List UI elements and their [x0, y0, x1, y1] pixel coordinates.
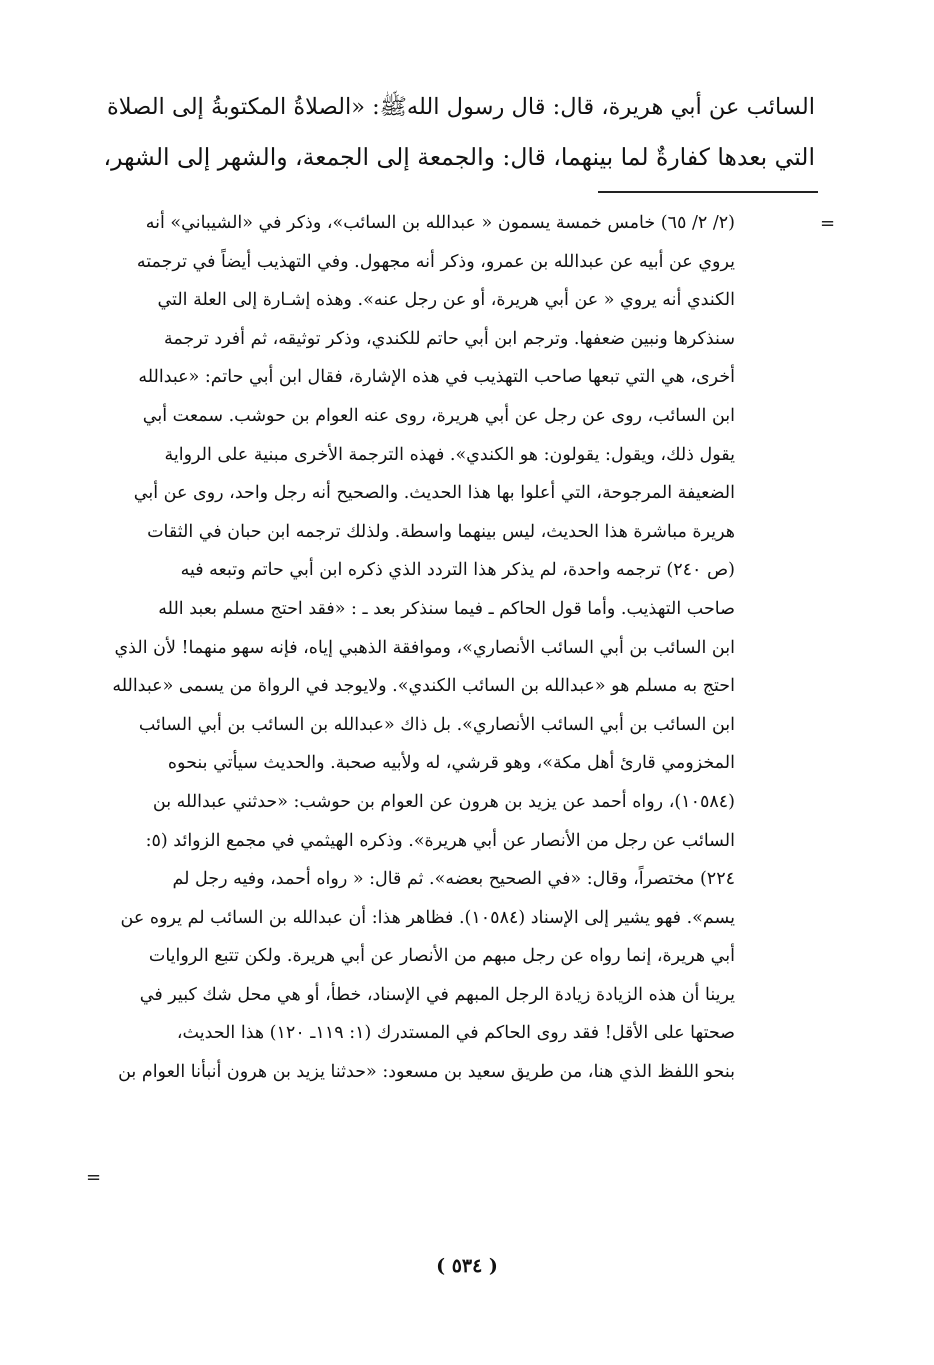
footnote-line: صاحب التهذيب. وأما قول الحاكم ـ فيما سنذكر بعد ـ : «فقد احتج مسلم بعبد الله [158, 598, 735, 619]
footnote-line: يقول ذلك، ويقول: يقولون: هو الكندي». فهذه الترجمة الأخرى مبنية على الرواية [164, 444, 735, 465]
footnote-line: المخزومي قارئ أهل مكة»، وهو قرشي، له ولأبيه صحبة. والحديث سيأتي بنحوه [167, 753, 735, 774]
footnote-line: يروي عن أبيه عن عبدالله بن عمرو، وذكر أنه مجهول. وفي التهذيب أيضاً في ترجمته [136, 251, 735, 272]
footnote [100, 204, 735, 1092]
main-text [100, 82, 815, 182]
footnote-end-mark: = [86, 1167, 102, 1188]
footnote-line: ٢٢٤) مختصراً، وقال: «في الصحيح بعضه». ثم قال: « رواه أحمد، وفيه رجل لم [172, 869, 735, 890]
footnote-line: ابن السائب، روى عن رجل عن أبي هريرة، روى عنه العوام بن حوشب. سمعت أبي [142, 405, 735, 426]
footnote-line: سنذكرها ونبين ضعفها. وترجم ابن أبي حاتم للكندي، وذكر توثيقه، ثم أفرد ترجمة [163, 328, 735, 349]
footnote-line: ابن السائب بن أبي السائب الأنصاري»، وموافقة الذهبي إياه، فإنه سهو منهما! لأن الذي [114, 637, 735, 658]
footnote-line: أخرى، هي التي تبعها صاحب التهذيب في هذه الإشارة، فقال ابن أبي حاتم: «عبدالله [138, 367, 735, 388]
footnote-line: صحتها على الأقل! فقد روى الحاكم في المستدرك (١: ١١٩ـ ١٢٠) هذا الحديث، [176, 1023, 735, 1044]
footnote-line: هريرة مباشرة هذا الحديث، ليس بينهما واسطة. ولذلك ترجمه ابن حبان في الثقات [147, 521, 735, 542]
continuation-mark: = [820, 213, 836, 234]
footnote-separator [598, 191, 818, 193]
main-text-line: السائب عن أبي هريرة، قال: قال رسول اللهﷺ: «الصلاةُ المكتوبةُ إلى الصلاة [106, 94, 815, 120]
page-number: ( ٥٣٤ ) [436, 1255, 498, 1277]
footnote-line: بنحو اللفظ الذي هنا، من طريق سعيد بن مسعود: «حدثنا يزيد بن هرون أنبأنا العوام بن [118, 1062, 735, 1083]
footnote-line: يرينا أن هذه الزيادة زيادة الرجل المبهم في الإسناد، خطأ، أو هي محل شك كبير في [139, 984, 735, 1005]
footnote-line: أبي هريرة، إنما رواه عن رجل مبهم من الأنصار عن أبي هريرة. ولكن تتبع الروايات [148, 946, 735, 967]
footnote-line: (١٠٥٨٤)، رواه أحمد عن يزيد بن هرون عن العوام بن حوشب: «حدثني عبدالله بن [152, 791, 735, 812]
footnote-line: الضعيفة المرجوحة، التي أعلوا بها هذا الحديث. والصحيح أنه رجل واحد، روى عن أبي [133, 483, 735, 504]
footnote-line: ابن السائب بن أبي السائب الأنصاري». بل ذاك «عبدالله بن السائب بن أبي السائب [138, 714, 735, 735]
footnote-line: (٢/ ٢/ ٦٥) خامس خمسة يسمون « عبدالله بن السائب»، وذكر في «الشيباني» أنه [145, 213, 735, 233]
footnote-line: الكندي أنه يروي « عن أبي هريرة، أو عن رجل عنه». وهذه إشـارة إلى العلة التي [157, 290, 735, 311]
footnote-line: احتج به مسلم هو «عبدالله بن السائب الكندي». ولايوجد في الرواة من يسمى «عبدالله [112, 676, 735, 697]
footnote-line: (ص ٢٤٠) ترجمه واحدة، لم يذكر هذا التردد الذي ذكره ابن أبي حاتم وتبعه فيه [180, 560, 735, 581]
main-text-line: التي بعدها كفارةٌ لما بينهما، قال: والجمعة إلى الجمعة، والشهر إلى الشهر، [103, 143, 815, 171]
footnote-line: السائب عن رجل من الأنصار عن أبي هريرة». وذكره الهيثمي في مجمع الزوائد (٥: [145, 830, 735, 851]
footnote-line: يسم». فهو يشير إلى الإسناد (١٠٥٨٤). فظاهر هذا: أن عبدالله بن السائب لم يروه عن [120, 907, 735, 928]
